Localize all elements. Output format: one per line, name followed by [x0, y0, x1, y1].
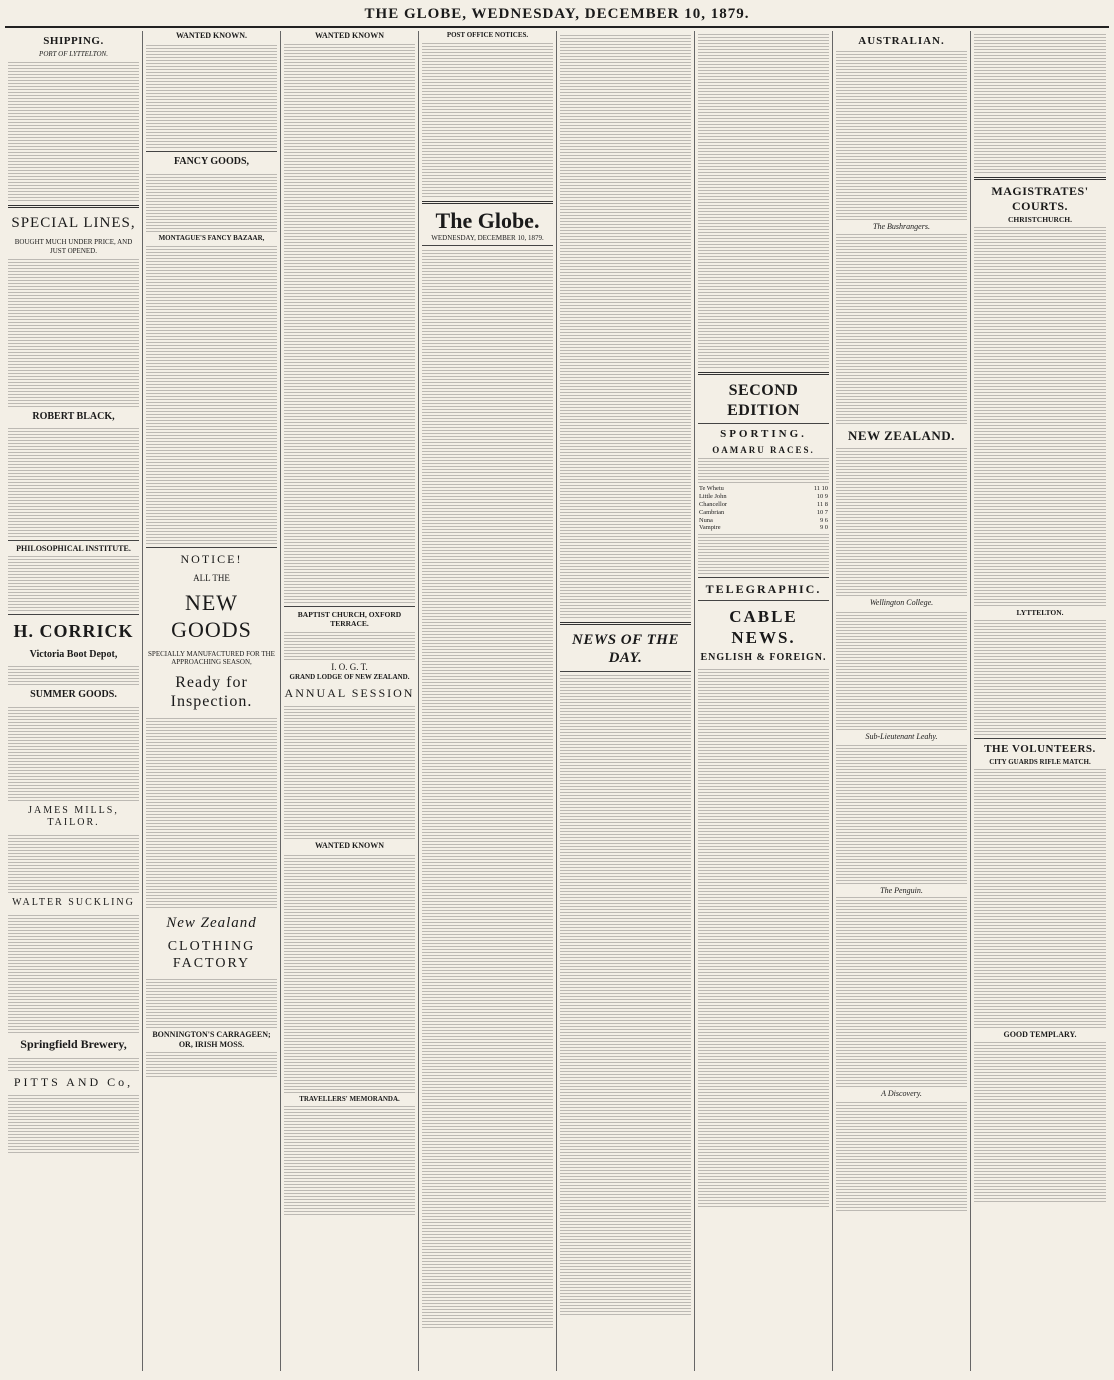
wanted-known-heading-2: WANTED KNOWN [314, 31, 385, 40]
fancy-goods-heading: FANCY GOODS, [174, 155, 249, 167]
fancy-goods-text [146, 172, 277, 232]
col8-top-text [974, 33, 1106, 173]
sporting-text-top [698, 33, 829, 368]
penguin-heading: The Penguin. [880, 885, 923, 895]
column-8 [971, 31, 1109, 1371]
rifle-match-text [974, 768, 1106, 1028]
corrick-heading: H. CORRICK [13, 621, 134, 642]
specially-manufactured-text: SPECIALLY MANUFACTURED FOR THE APPROACHING SEASON, [148, 649, 275, 667]
cable-news-heading: CABLE NEWS. [729, 606, 798, 647]
horse-name: Vampire [699, 524, 721, 532]
shipping-text-block [8, 61, 139, 201]
corrick-text [8, 665, 139, 685]
editorial-text [422, 248, 553, 1328]
weight: 11 8 [817, 501, 828, 509]
good-templary-text [974, 1042, 1106, 1202]
column-4 [419, 31, 557, 1371]
handicap-table [698, 485, 829, 532]
wanted-ads-block-2 [284, 853, 415, 1093]
lyttelton-heading: LYTTELTON. [1016, 608, 1064, 618]
column-6 [695, 31, 833, 1371]
james-mills-heading: JAMES MILLS, TAILOR. [28, 804, 119, 828]
walter-suckling-heading: WALTER SUCKLING [12, 896, 135, 908]
weight: 10 7 [816, 508, 828, 516]
lyttelton-text [974, 620, 1106, 735]
ready-for-inspection-heading: Ready for Inspection. [170, 673, 253, 711]
christchurch-heading: CHRISTCHURCH. [1008, 215, 1072, 225]
weight: 9 0 [820, 524, 828, 532]
special-lines-heading: SPECIAL LINES, [11, 214, 136, 231]
leahy-heading: Sub-Lieutenant Leahy. [865, 731, 938, 741]
news-of-the-day-heading: NEWS OF THE DAY. [572, 632, 679, 667]
robert-black-heading: ROBERT BLACK, [32, 411, 115, 423]
newspaper-page [5, 4, 1109, 1372]
column-7 [833, 31, 971, 1371]
bonnington-text [146, 1052, 277, 1077]
masthead: THE GLOBE, WEDNESDAY, DECEMBER 10, 1879. [5, 4, 1109, 28]
springfield-text [8, 1056, 139, 1071]
handicap-row [698, 493, 829, 501]
news-of-the-day-text [560, 675, 691, 1315]
discovery-heading: A Discovery. [881, 1089, 922, 1099]
pitts-heading: PITTS AND Co, [13, 1074, 134, 1089]
editorial-text-continued [560, 33, 691, 618]
classified-ads-block [146, 244, 277, 544]
robert-black-text [8, 427, 139, 537]
handicap-row [698, 509, 829, 517]
victoria-boot-heading: Victoria Boot Depot, [29, 649, 118, 661]
bushrangers-text [836, 234, 967, 424]
cable-news-text [698, 667, 829, 1207]
all-the-text: ALL THE [193, 573, 230, 584]
baptist-church-text [284, 630, 415, 660]
new-goods-list [146, 718, 277, 908]
wellington-college-text [836, 610, 967, 730]
bonnington-heading: BONNINGTON'S CARRAGEEN; OR, IRISH MOSS. [152, 1030, 271, 1050]
sporting-heading: SPORTING. [720, 428, 807, 441]
magistrates-heading: MAGISTRATES' COURTS. [991, 184, 1089, 213]
column-2 [143, 31, 281, 1371]
second-edition-heading: SECOND EDITION [727, 382, 800, 419]
handicap-row [698, 524, 829, 532]
column-3 [281, 31, 419, 1371]
column-1 [5, 31, 143, 1371]
rifle-match-heading: CITY GUARDS RIFLE MATCH. [989, 757, 1091, 766]
post-office-heading: POST OFFICE NOTICES. [446, 31, 529, 39]
annual-session-heading: ANNUAL SESSION [284, 685, 415, 700]
iogt-heading: I. O. G. T. [331, 662, 368, 673]
travellers-heading: TRAVELLERS' MEMORANDA. [299, 1094, 400, 1103]
port-subheading: PORT OF LYTTELTON. [39, 50, 108, 59]
editorial-date: WEDNESDAY, DECEMBER 10, 1879. [422, 234, 553, 246]
special-lines-sub: BOUGHT MUCH UNDER PRICE, AND JUST OPENED. [14, 238, 133, 255]
wanted-known-heading: WANTED KNOWN. [175, 31, 248, 40]
horse-name: Chancellor [699, 501, 728, 509]
good-templary-heading: GOOD TEMPLARY. [1003, 1030, 1077, 1040]
james-mills-text [8, 833, 139, 893]
summer-goods-text [8, 706, 139, 801]
horse-name: Little John [699, 493, 727, 501]
post-office-text [422, 42, 553, 197]
column-5 [557, 31, 695, 1371]
clothing-factory-heading: CLOTHING FACTORY [167, 939, 256, 972]
telegraphic-heading: TELEGRAPHIC. [705, 582, 822, 597]
discovery-text [836, 1101, 967, 1211]
notice-heading: NOTICE! [180, 552, 243, 567]
special-lines-text [8, 257, 139, 407]
handicap-row [698, 501, 829, 509]
montague-heading: MONTAGUE'S FANCY BAZAAR, [158, 233, 265, 242]
new-zealand-heading: New Zealand [166, 914, 257, 931]
weight: 11 10 [813, 485, 828, 493]
the-globe-banner: The Globe. [435, 207, 540, 233]
pitts-text [8, 1093, 139, 1153]
handicap-text [698, 534, 829, 574]
new-goods-heading: NEW GOODS [171, 590, 252, 642]
philosophical-heading: PHILOSOPHICAL INSTITUTE. [16, 544, 131, 554]
volunteers-heading: THE VOLUNTEERS. [984, 742, 1096, 755]
weight: 10 9 [816, 493, 828, 501]
walter-suckling-text [8, 913, 139, 1033]
australian-heading: AUSTRALIAN. [858, 35, 945, 47]
australian-text [836, 50, 967, 220]
philosophical-text [8, 556, 139, 611]
annual-session-text [284, 704, 415, 839]
bushrangers-heading: The Bushrangers. [873, 222, 930, 232]
wellington-college-heading: Wellington College. [869, 598, 934, 608]
leahy-text [836, 744, 967, 884]
wanted-known-heading-3: WANTED KNOWN [314, 841, 385, 851]
summer-goods-heading: SUMMER GOODS. [30, 689, 117, 701]
horse-name: Te Whetu [699, 485, 724, 493]
new-zealand-text [836, 446, 967, 596]
handicap-row [698, 517, 829, 525]
penguin-text [836, 897, 967, 1087]
wanted-known-text [146, 43, 277, 148]
springfield-heading: Springfield Brewery, [20, 1037, 127, 1052]
horse-name: Nuna [699, 516, 713, 524]
wanted-ads-block [284, 43, 415, 603]
new-zealand-news-heading: NEW ZEALAND. [848, 428, 955, 444]
grand-lodge-heading: GRAND LODGE OF NEW ZEALAND. [289, 673, 410, 681]
weight: 9 6 [820, 516, 828, 524]
handicap-row [698, 485, 829, 493]
horse-name: Cambrian [699, 508, 725, 516]
english-foreign-heading: ENGLISH & FOREIGN. [700, 652, 827, 664]
magistrates-text [974, 226, 1106, 606]
shipping-heading: SHIPPING. [43, 35, 104, 47]
oamaru-intro [698, 458, 829, 483]
oamaru-races-heading: OAMARU RACES. [712, 445, 815, 456]
clothing-factory-text [146, 978, 277, 1028]
baptist-church-heading: BAPTIST CHURCH, OXFORD TERRACE. [297, 609, 402, 628]
travellers-text [284, 1105, 415, 1215]
